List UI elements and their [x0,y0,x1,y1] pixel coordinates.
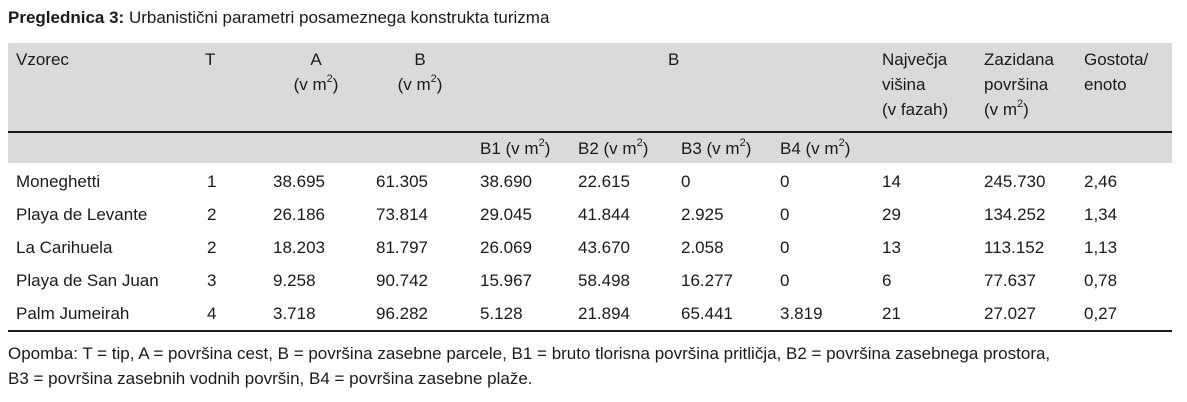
note-line-2: B3 = površina zasebnih vodnih površin, B4 = površina zasebne plaže. [8,369,533,388]
cell-gostota: 0,78 [1084,271,1118,290]
cell-zazidana: 134.252 [984,205,1046,224]
cell-b2: 58.498 [578,271,630,290]
cell-b: 96.282 [376,304,428,323]
header-t: T [205,50,216,69]
header-b-group: B [668,50,680,69]
cell-vzorec: Playa de Levante [16,205,148,224]
header-gostota: Gostota/ enoto [1084,50,1149,94]
cell-vzorec: Palm Jumeirah [16,304,130,323]
cell-vzorec: Moneghetti [16,172,101,191]
header-b-label: B [414,50,426,69]
header-b4: B4 (v $m^2$) [780,137,851,158]
cell-a: 26.186 [273,205,325,224]
header-b1: B1 (v $m^2$) [480,137,551,158]
table-row [8,165,1172,198]
cell-b2: 43.670 [578,238,630,257]
cell-gostota: 0,27 [1084,304,1118,323]
cell-gostota: 1,13 [1084,238,1118,257]
cell-b4: 3.819 [780,304,823,323]
header-b2: B2 (v $m^2$) [578,137,649,158]
header-a-unit: (v $m^2$) [293,73,339,94]
table-row [8,231,1172,264]
header-a [286,47,346,97]
header-najvecja-visina: Največja višina (v fazah) [882,50,949,119]
cell-a: 3.718 [273,304,316,323]
cell-vzorec: La Carihuela [16,238,113,257]
cell-b4: 0 [780,172,790,191]
cell-b: 61.305 [376,172,428,191]
cell-b2: 22.615 [578,172,630,191]
cell-zazidana: 77.637 [984,271,1036,290]
cell-zazidana: 113.152 [984,238,1045,257]
cell-b1: 26.069 [480,238,532,257]
caption-text: Urbanistični parametri posameznega konstrukta turizma [128,8,550,27]
table-row [8,264,1172,297]
table-row [8,297,1172,330]
cell-visina: 21 [882,304,901,323]
cell-gostota: 1,34 [1084,205,1118,224]
cell-b: 90.742 [376,271,428,290]
cell-b2: 21.894 [578,304,630,323]
cell-a: 9.258 [273,271,316,290]
cell-b4: 0 [780,271,790,290]
cell-t: 1 [207,172,217,191]
cell-gostota: 2,46 [1084,172,1118,191]
note-line-1: Opomba: T = tip, A = površina cest, B = površina zasebne parcele, B1 = bruto tlorisna površina pritličja, B2 = površina zasebnega prostora, [8,344,1051,363]
cell-zazidana: 27.027 [984,304,1036,323]
cell-b2: 41.844 [578,205,630,224]
cell-b1: 38.690 [480,172,532,191]
cell-b4: 0 [780,238,790,257]
cell-b3: 16.277 [681,271,733,290]
cell-visina: 14 [882,172,901,191]
header-b3: B3 (v $m^2$) [681,137,752,158]
cell-t: 2 [207,238,217,257]
cell-visina: 6 [882,271,892,290]
header-vzorec: Vzorec [16,50,69,69]
cell-b1: 5.128 [480,304,523,323]
table-note [8,341,1178,391]
cell-b3: 65.441 [681,304,733,323]
cell-b3: 0 [681,172,691,191]
cell-b1: 29.045 [480,205,532,224]
cell-vzorec: Playa de San Juan [16,271,159,290]
cell-b3: 2.925 [681,205,724,224]
cell-b3: 2.058 [681,238,724,257]
cell-t: 4 [207,304,217,323]
cell-zazidana: 245.730 [984,172,1046,191]
cell-b4: 0 [780,205,790,224]
cell-b: 73.814 [376,205,428,224]
table-caption [8,8,549,28]
table-bottom-rule [8,330,1172,332]
table-row [8,198,1172,231]
cell-a: 18.203 [273,238,325,257]
cell-b1: 15.967 [480,271,532,290]
header-b [390,47,450,97]
caption-label: Preglednica 3: [8,8,125,27]
cell-t: 2 [207,205,217,224]
cell-b: 81.797 [376,238,428,257]
cell-t: 3 [207,271,217,290]
cell-a: 38.695 [273,172,325,191]
cell-visina: 13 [882,238,901,257]
cell-visina: 29 [882,205,901,224]
header-separator [8,131,1172,133]
header-zazidana-povrsina: Zazidana površina (v $m^2$) [984,50,1054,119]
header-b-unit: (v $m^2$) [397,73,443,94]
header-a-label: A [310,50,322,69]
